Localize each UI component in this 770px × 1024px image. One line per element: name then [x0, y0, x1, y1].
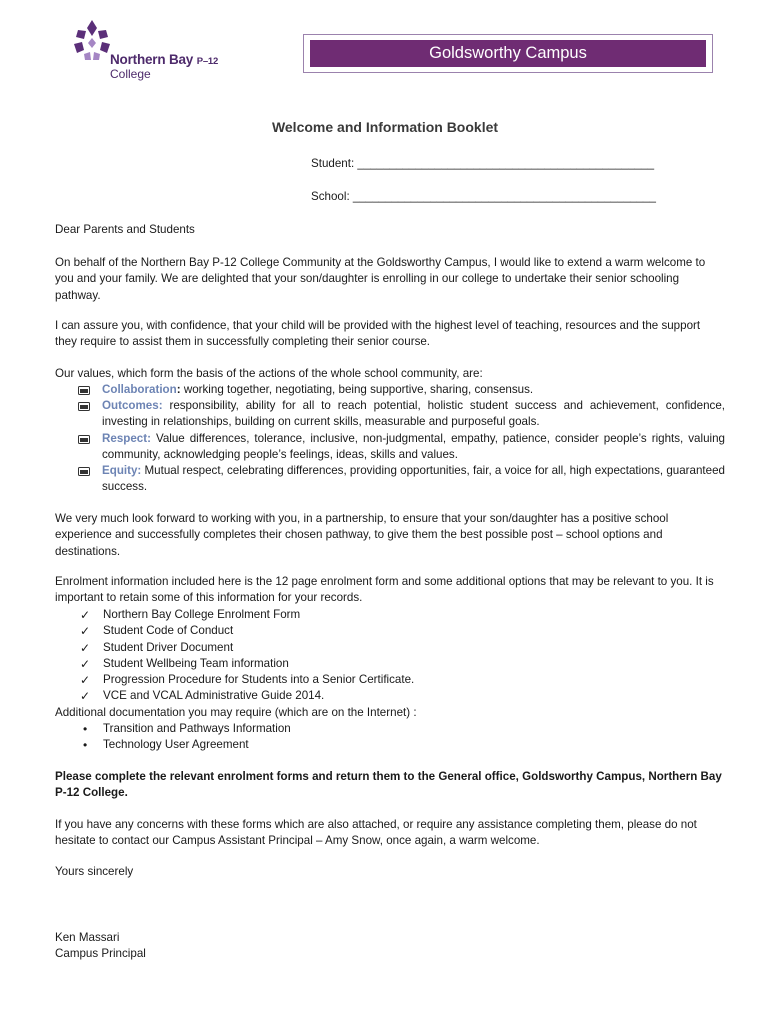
logo-college: College — [110, 67, 151, 81]
checkmark-icon: ✓ — [80, 640, 91, 655]
partnership-paragraph: We very much look forward to working with you, in a partnership, to ensure that your son/daughter has a positive school experience and successfully completes their chosen pathway, to give them the best possible post – school options and destinations. — [55, 512, 669, 558]
value-item-collaboration: Collaboration: working together, negotiating, being supportive, sharing, consensus. — [78, 382, 725, 398]
closing: Yours sincerely — [55, 865, 134, 878]
college-logo — [70, 18, 220, 82]
folder-bullet-icon — [78, 401, 90, 411]
folder-bullet-icon — [78, 385, 90, 395]
list-item: ✓ VCE and VCAL Administrative Guide 2014. — [80, 689, 325, 704]
signatory-name: Ken Massari — [55, 931, 120, 944]
salutation: Dear Parents and Students — [55, 223, 195, 236]
value-description: Value differences, tolerance, inclusive, non-judgmental, empathy, patience, consider people’s rights, valuing community, acknowledging people’s feelings, ideas, skills and values. — [102, 432, 725, 462]
logo-name: Northern Bay P–12 — [110, 52, 219, 67]
checkmark-icon: ✓ — [80, 656, 91, 671]
campus-banner-label: Goldsworthy Campus — [310, 40, 706, 67]
folder-bullet-icon — [78, 434, 90, 444]
college-logo-mark-icon — [70, 18, 114, 62]
values-intro: Our values, which form the basis of the actions of the whole school community, are: — [55, 367, 483, 380]
additional-list — [78, 721, 718, 754]
value-name: Equity: — [102, 464, 142, 477]
checkmark-icon: ✓ — [80, 689, 91, 704]
value-item-equity — [78, 463, 725, 496]
assurance-paragraph: I can assure you, with confidence, that your child will be provided with the highest level of teaching, resources and the support they require to assist them in successfully completing their senior course. — [55, 319, 701, 349]
value-item-outcomes — [78, 398, 725, 431]
value-name: Collaboration — [102, 383, 177, 396]
bullet-icon: • — [83, 722, 88, 736]
student-field[interactable]: Student: ______________________________________________ — [311, 157, 655, 170]
value-name: Respect: — [102, 432, 151, 445]
signatory-role: Campus Principal — [55, 947, 146, 960]
bullet-icon: • — [83, 738, 88, 753]
list-item: ✓ Student Wellbeing Team information — [80, 656, 289, 671]
folder-bullet-icon — [78, 466, 90, 476]
enrolment-checklist — [78, 607, 718, 705]
checkmark-icon: ✓ — [80, 624, 91, 639]
value-description: working together, negotiating, being supportive, sharing, consensus. — [180, 383, 534, 396]
enrolment-intro: Enrolment information included here is the 12 page enrolment form and some additional options that may be relevant to you. It is important to retain some of this information for your records. — [55, 575, 714, 605]
list-item: ✓ Northern Bay College Enrolment Form — [80, 608, 301, 622]
list-item: ✓ Student Driver Document — [80, 640, 234, 655]
list-item: • Transition and Pathways Information — [83, 722, 291, 736]
intro-paragraph: On behalf of the Northern Bay P-12 College Community at the Goldsworthy Campus, I would like to extend a warm welcome to you and your family. We are delighted that your son/daughter is enrolling in our college to undertake their senior schooling pathway. — [55, 256, 706, 302]
list-item: • Technology User Agreement — [83, 738, 249, 753]
checkmark-icon: ✓ — [80, 673, 91, 688]
campus-banner — [303, 34, 713, 73]
value-name: Outcomes: — [102, 399, 163, 412]
value-description: responsibility, ability for all to reach potential, holistic student success and achievement, confidence, investing in relationships, building on current skills, measurable and purposeful goals. — [102, 399, 725, 429]
value-item-respect — [78, 431, 725, 464]
school-field[interactable]: School: _______________________________________________ — [311, 190, 656, 203]
page-title: Welcome and Information Booklet — [271, 119, 499, 135]
additional-intro: Additional documentation you may require (which are on the Internet) : — [55, 706, 417, 719]
instruction-paragraph: Please complete the relevant enrolment forms and return them to the General office, Goldsworthy Campus, Northern Bay P-12 College. — [55, 770, 722, 800]
concerns-paragraph: If you have any concerns with these forms which are also attached, or require any assistance completing them, please do not hesitate to contact our Campus Assistant Principal – Amy Snow, once again, a warm welcome. — [55, 818, 697, 848]
list-item: ✓ Student Code of Conduct — [80, 624, 234, 639]
value-description: Mutual respect, celebrating differences, providing opportunities, fair, a voice for all, high expectations, guaranteed success. — [102, 464, 725, 494]
checkmark-icon: ✓ — [80, 608, 91, 622]
list-item: ✓ Progression Procedure for Students into a Senior Certificate. — [80, 673, 415, 688]
